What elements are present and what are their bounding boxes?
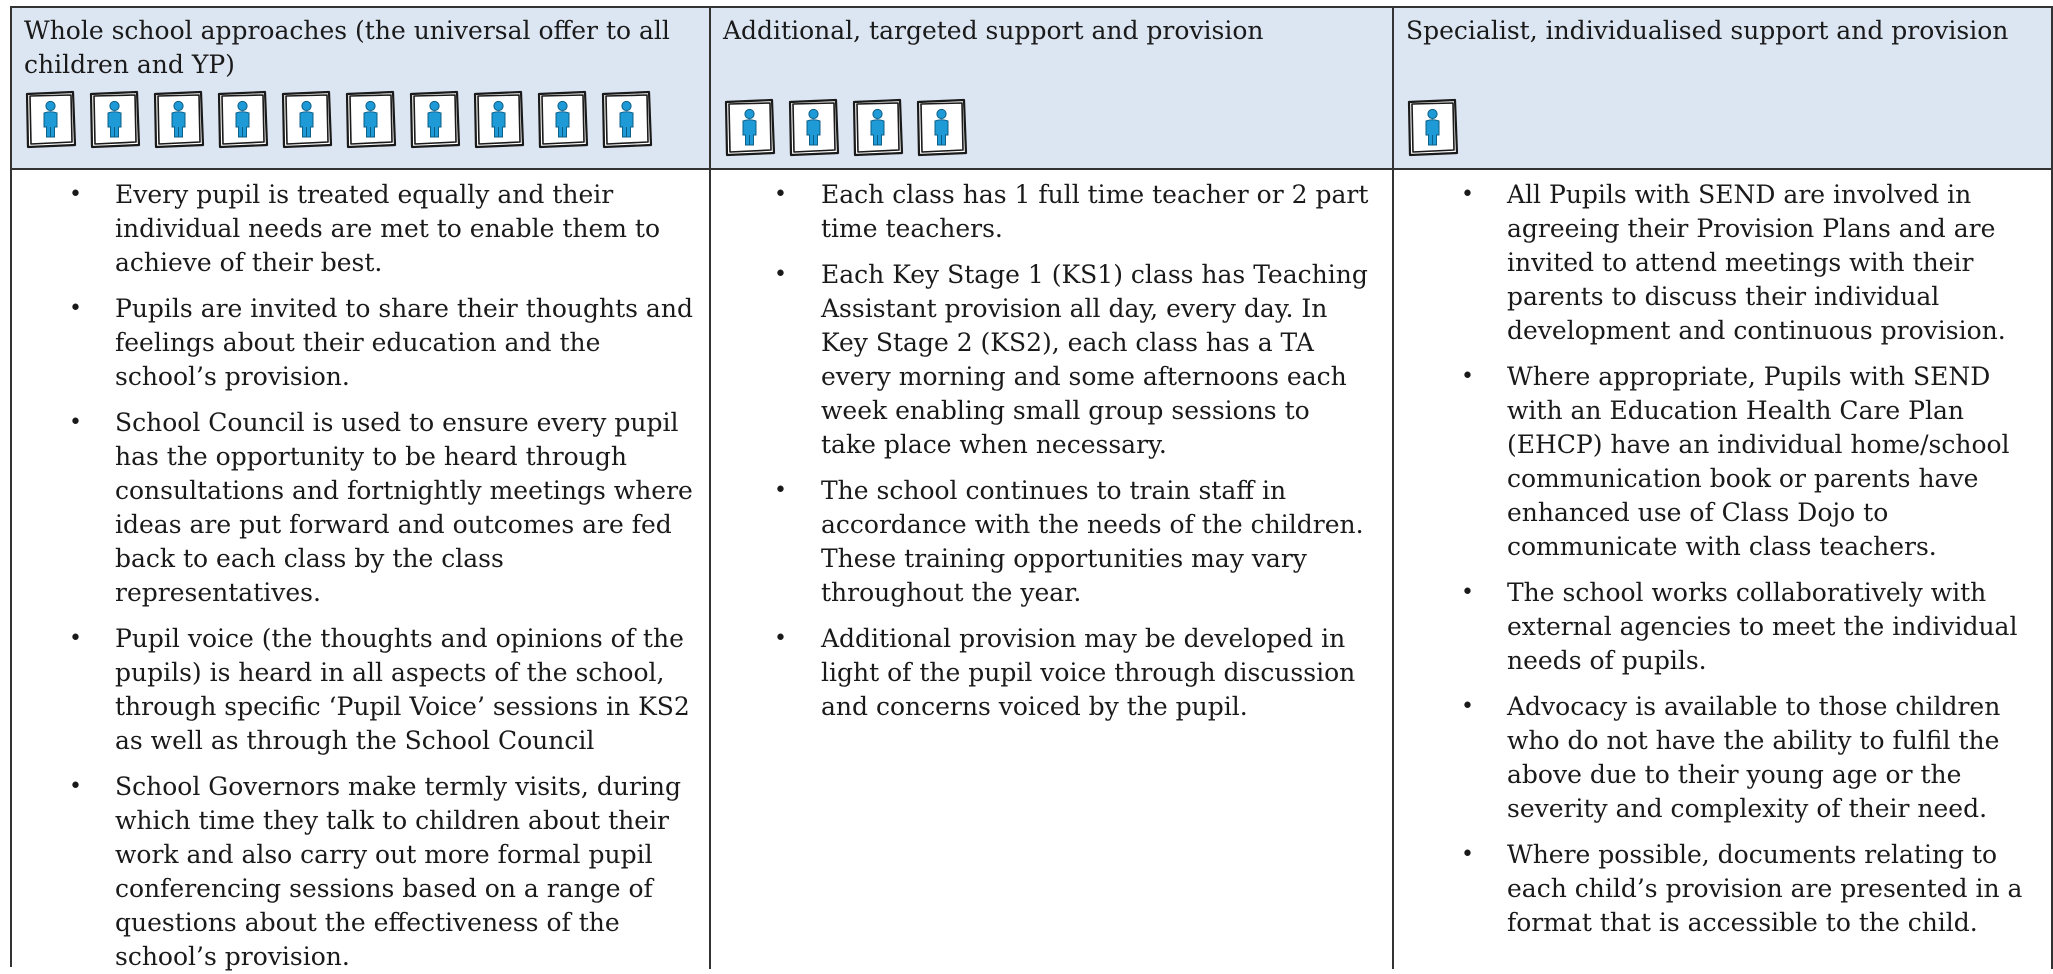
- list-item: [69, 622, 695, 758]
- content-cell-specialist: [1394, 170, 2053, 969]
- bullet-icon: •: [1461, 842, 1474, 867]
- list-item-text: Pupil voice (the thoughts and opinions of the pupils) is heard in all aspects of the school, through specific ‘Pupil Voice’ sessions in KS2 as well as through the School Council: [115, 624, 690, 755]
- person-icon: [216, 90, 269, 149]
- bullet-icon: •: [69, 626, 82, 651]
- list-item-text: Where appropriate, Pupils with SEND with an Education Health Care Plan (EHCP) have an individual home/school communication book or parents have enhanced use of Class Dojo to communicate with class teachers.: [1507, 362, 2010, 561]
- content-cell-targeted: [711, 170, 1394, 969]
- bullet-icon: •: [1461, 364, 1474, 389]
- list-item: [1461, 576, 2031, 678]
- list-item: [69, 178, 695, 280]
- support-table: [10, 6, 2053, 971]
- content-cell-whole-school: [12, 170, 711, 969]
- person-icon: [344, 90, 397, 149]
- person-icon: [851, 98, 904, 157]
- list-item: [69, 770, 695, 974]
- bullet-icon: •: [69, 410, 82, 435]
- list-item: [1461, 838, 2031, 940]
- bullet-list: [12, 170, 709, 974]
- column-title: Whole school approaches (the universal offer to all children and YP): [24, 16, 670, 79]
- person-icon: [787, 98, 840, 157]
- person-icon: [280, 90, 333, 149]
- list-item: [1461, 360, 2031, 564]
- bullet-icon: •: [774, 262, 787, 287]
- list-item-text: School Governors make termly visits, during which time they talk to children about their work and also carry out more formal pupil conferencing sessions based on a range of questions about the effectiveness of the school’s provision.: [115, 772, 681, 971]
- list-item-text: All Pupils with SEND are involved in agreeing their Provision Plans and are invited to attend meetings with their parents to discuss their individual development and continuous provision.: [1507, 180, 2006, 345]
- person-icon: [24, 90, 77, 149]
- list-item: [774, 474, 1372, 610]
- person-icon: [88, 90, 141, 149]
- list-item-text: Additional provision may be developed in light of the pupil voice through discussion and concerns voiced by the pupil.: [821, 624, 1356, 721]
- list-item: [1461, 178, 2031, 348]
- person-icon: [408, 90, 461, 149]
- list-item: [69, 406, 695, 610]
- list-item-text: The school works collaboratively with external agencies to meet the individual needs of pupils.: [1507, 578, 2018, 675]
- person-icon: [723, 98, 776, 157]
- list-item-text: Each Key Stage 1 (KS1) class has Teaching Assistant provision all day, every day. In Key Stage 2 (KS2), each class has a TA every morning and some afternoons each week enabling small group sessions to take place when necessary.: [821, 260, 1368, 459]
- list-item: [1461, 690, 2031, 826]
- list-item-text: The school continues to train staff in accordance with the needs of the children. These training opportunities may vary throughout the year.: [821, 476, 1364, 607]
- person-icon: [536, 90, 589, 149]
- list-item: [69, 292, 695, 394]
- header-row: [12, 8, 2053, 170]
- bullet-icon: •: [69, 296, 82, 321]
- bullet-icon: •: [1461, 580, 1474, 605]
- bullet-icon: •: [774, 478, 787, 503]
- bullet-icon: •: [69, 774, 82, 799]
- list-item-text: Each class has 1 full time teacher or 2 part time teachers.: [821, 180, 1369, 243]
- list-item-text: Where possible, documents relating to each child’s provision are presented in a format that is accessible to the child.: [1507, 840, 2023, 937]
- list-item: [774, 622, 1372, 724]
- bullet-icon: •: [1461, 182, 1474, 207]
- person-icon: [1406, 98, 1459, 157]
- list-item-text: Advocacy is available to those children who do not have the ability to fulfil the above due to their young age or the severity and complexity of their need.: [1507, 692, 2001, 823]
- person-icon: [152, 90, 205, 149]
- bullet-list: [711, 170, 1392, 724]
- header-cell-targeted: [711, 8, 1394, 168]
- icon-row: [1406, 98, 1470, 157]
- header-cell-whole-school: [12, 8, 711, 168]
- person-icon: [472, 90, 525, 149]
- bullet-icon: •: [1461, 694, 1474, 719]
- column-title: Specialist, individualised support and provision: [1406, 16, 2009, 45]
- bullet-icon: •: [774, 626, 787, 651]
- list-item: [774, 258, 1372, 462]
- list-item-text: Pupils are invited to share their thoughts and feelings about their education and the school’s provision.: [115, 294, 693, 391]
- column-title: Additional, targeted support and provision: [723, 16, 1264, 45]
- bullet-icon: •: [69, 182, 82, 207]
- bullet-list: [1394, 170, 2051, 940]
- icon-row: [24, 90, 664, 149]
- header-cell-specialist: [1394, 8, 2053, 168]
- person-icon: [600, 90, 653, 149]
- icon-row: [723, 98, 979, 157]
- list-item-text: Every pupil is treated equally and their individual needs are met to enable them to achieve of their best.: [115, 180, 661, 277]
- list-item-text: School Council is used to ensure every pupil has the opportunity to be heard through consultations and fortnightly meetings where ideas are put forward and outcomes are fed back to each class by the class representatives.: [115, 408, 693, 607]
- bullet-icon: •: [774, 182, 787, 207]
- list-item: [774, 178, 1372, 246]
- person-icon: [915, 98, 968, 157]
- content-row: [12, 170, 2053, 969]
